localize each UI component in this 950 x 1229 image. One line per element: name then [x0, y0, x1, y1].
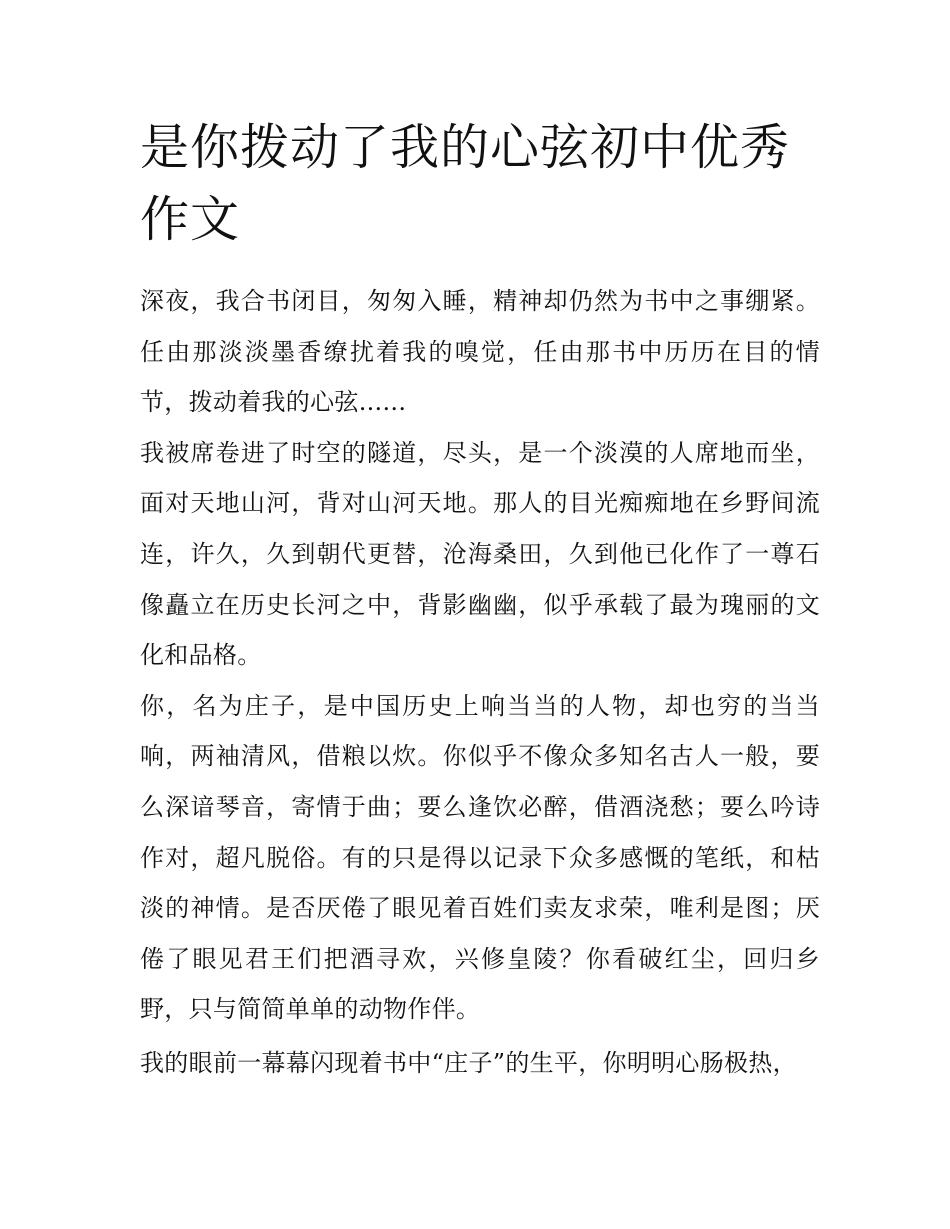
- paragraph: 深夜，我合书闭目，匆匆入睡，精神却仍然为书中之事绷紧。任由那淡淡墨香缭扰着我的嗅觉，任由那书中历历在目的情节，拨动着我的心弦......: [140, 287, 820, 417]
- document-body: [140, 276, 820, 1089]
- paragraph: 你，名为庄子，是中国历史上响当当的人物，却也穷的当当响，两袖清风，借粮以炊。你似乎不像众多知名古人一般，要么深谙琴音，寄情于曲；要么逢饮必醉，借酒浇愁；要么吟诗作对，超凡脱俗。有的只是得以记录下众多感慨的笔纸，和枯淡的神情。是否厌倦了眼见着百姓们卖友求荣，唯利是图；厌倦了眼见君王们把酒寻欢，兴修皇陵？你看破红尘，回归乡野，只与简简单单的动物作伴。: [140, 691, 820, 1024]
- paragraph: 我的眼前一幕幕闪现着书中“庄子”的生平，你明明心肠极热，: [140, 1048, 797, 1077]
- document-title: 是你拨动了我的心弦初中优秀作文: [140, 119, 791, 248]
- paragraph: 我被席卷进了时空的隧道，尽头，是一个淡漠的人席地而坐，面对天地山河，背对山河天地。那人的目光痴痴地在乡野间流连，许久，久到朝代更替，沧海桑田，久到他已化作了一尊石像矗立在历史长河之中，背影幽幽，似乎承载了最为瑰丽的文化和品格。: [140, 438, 820, 670]
